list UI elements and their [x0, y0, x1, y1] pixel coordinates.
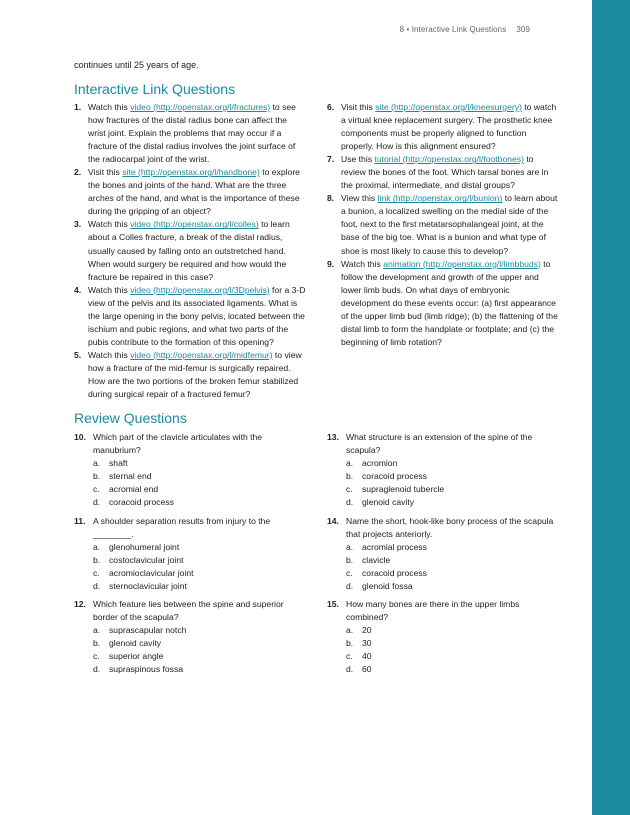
option-letter: d. — [93, 580, 101, 591]
answer-option — [346, 624, 560, 637]
answer-options — [327, 624, 560, 676]
question-number: 8. — [327, 193, 335, 204]
answer-option — [93, 554, 307, 567]
answer-option — [93, 496, 307, 509]
answer-option — [346, 470, 560, 483]
interactive-column-right — [327, 101, 560, 401]
option-letter: a. — [346, 625, 354, 636]
answer-options — [74, 457, 307, 509]
question-text-lead: Watch this — [88, 102, 131, 112]
interactive-question — [74, 349, 307, 401]
option-letter: c. — [346, 651, 353, 662]
option-text: supraglenoid tubercle — [362, 484, 445, 495]
question-text-tail: to follow the development and growth of the upper and lower limb buds. On what days of embryonic development do these events occur: (a) first appearance of the upper limb bud (limb ridge); (b) the flattening of the distal limb to form the handplate or footplate; and (c) the beginning of limb rotation? — [341, 258, 558, 347]
question-number: 14. — [327, 515, 339, 526]
option-letter: c. — [93, 567, 100, 578]
interactive-question — [327, 258, 560, 349]
option-letter: c. — [346, 484, 353, 495]
question-text — [88, 284, 307, 349]
interactive-question — [74, 101, 307, 166]
answer-option — [346, 541, 560, 554]
answer-option — [346, 637, 560, 650]
question-text — [341, 258, 560, 349]
question-text-lead: View this — [341, 193, 378, 204]
question-number: 10. — [74, 432, 86, 443]
interactive-question — [74, 284, 307, 349]
question-text-lead: Visit this — [341, 102, 376, 112]
option-text: suprascapular notch — [109, 625, 187, 636]
option-text: sternoclavicular joint — [109, 580, 187, 591]
option-text: glenoid fossa — [362, 580, 413, 591]
question-text: What structure is an extension of the spine of the scapula? — [346, 432, 533, 456]
review-question — [74, 431, 307, 509]
question-text-tail: to watch a virtual knee replacement surgery. The prosthetic knee components must be properly aligned to function properly. How is this alignment ensured? — [341, 102, 557, 152]
option-text: shaft — [109, 458, 128, 469]
option-letter: a. — [93, 458, 101, 469]
question-number: 1. — [74, 102, 82, 112]
question-text-tail: to learn about a bunion, a localized swelling on the medial side of the foot, next to the first metatarsophalangeal joint, at the base of the big toe. What is a bunion and what type of shoe is most likely to cause this to develop? — [341, 193, 558, 256]
page-number: 309 — [516, 25, 530, 34]
question-text-lead: Watch this — [88, 219, 131, 230]
question-text-tail: to explore the bones and joints of the hand. What are the three arches of the hand, and what is the importance of these during the gripping of an object? — [88, 167, 300, 217]
question-number: 5. — [74, 349, 82, 360]
question-link[interactable]: video (http://openstax.org/l/3Dpelvis) — [130, 284, 270, 295]
question-text-tail: to learn about a Colles fracture, a break of the distal radius, usually caused by falling onto an outstretched hand. When would surgery be required and how would the fracture be repaired in this case? — [88, 219, 290, 282]
option-text: clavicle — [362, 554, 391, 565]
review-column-left — [74, 431, 307, 682]
question-text-tail: to review the bones of the foot. Which tarsal bones are in the proximal, intermediate, and distal groups? — [341, 154, 549, 191]
question-link[interactable]: video (http://openstax.org/l/midfemur) — [130, 349, 273, 360]
question-link[interactable]: video (http://openstax.org/l/colles) — [130, 219, 259, 230]
question-number: 2. — [74, 167, 82, 178]
answer-option — [93, 470, 307, 483]
option-text: 40 — [362, 651, 372, 662]
question-text: Which feature lies between the spine and superior border of the scapula? — [93, 599, 284, 623]
option-letter: d. — [346, 497, 354, 508]
answer-option — [93, 541, 307, 554]
question-number: 13. — [327, 432, 339, 443]
question-number: 6. — [327, 102, 335, 112]
question-link[interactable]: tutorial (http://openstax.org/l/footbones) — [374, 154, 524, 165]
review-question — [327, 515, 560, 593]
answer-option — [93, 457, 307, 470]
question-link[interactable]: video (http://openstax.org/l/fractures) — [130, 102, 271, 112]
option-text: coracoid process — [109, 497, 174, 508]
review-question — [327, 431, 560, 509]
option-text: coracoid process — [362, 471, 427, 482]
interactive-link-heading: Interactive Link Questions — [74, 81, 236, 97]
answer-option — [346, 567, 560, 580]
question-text — [88, 349, 307, 401]
review-questions-heading: Review Questions — [74, 410, 187, 427]
question-number: 9. — [327, 258, 335, 269]
interactive-question — [327, 192, 560, 257]
question-text-tail: to see how fractures of the distal radius bone can affect the wrist joint. Explain the problems that may occur if a fracture of the distal radius involves the joint surface of the radiocarpal joint of the wrist. — [88, 102, 296, 165]
answer-option — [93, 650, 307, 663]
option-text: supraspinous fossa — [109, 664, 184, 675]
option-text: glenoid cavity — [109, 638, 162, 649]
question-number: 4. — [74, 284, 82, 295]
option-letter: b. — [93, 471, 101, 482]
question-number: 11. — [74, 515, 86, 526]
answer-option — [346, 496, 560, 509]
option-letter: c. — [93, 651, 100, 662]
option-letter: a. — [93, 625, 101, 636]
option-letter: d. — [346, 580, 354, 591]
question-link[interactable]: animation (http://openstax.org/l/limbbuds) — [383, 258, 541, 269]
answer-option — [346, 663, 560, 676]
question-text — [341, 153, 560, 192]
question-number: 3. — [74, 219, 82, 230]
page-content — [74, 59, 560, 682]
answer-option — [93, 624, 307, 637]
option-letter: b. — [93, 638, 101, 649]
option-letter: c. — [346, 567, 353, 578]
option-text: glenoid cavity — [362, 497, 415, 508]
chapter-title: 8 • Interactive Link Questions — [399, 25, 507, 34]
option-text: 30 — [362, 638, 372, 649]
question-text-tail: for a 3-D view of the pelvis and its associated ligaments. What is the large opening in the bony pelvis, located between the ischium and pubic regions, and what two parts of the pubis contribute to the formation of this opening? — [88, 284, 306, 347]
answer-options — [327, 457, 560, 509]
question-text-lead: Watch this — [341, 258, 384, 269]
answer-option — [93, 637, 307, 650]
answer-options — [74, 624, 307, 676]
question-text-tail: to view how a fracture of the mid-femur is surgically repaired. How are the two portions of the broken femur stabilized during surgical repair of a fractured femur? — [88, 349, 302, 400]
option-letter: b. — [346, 471, 354, 482]
option-text: acromial end — [109, 484, 159, 495]
question-text: A shoulder separation results from injury to the ________. — [93, 515, 271, 539]
review-question — [327, 598, 560, 676]
option-letter: a. — [346, 541, 354, 552]
review-question — [74, 598, 307, 676]
question-text — [88, 166, 307, 218]
answer-option — [346, 483, 560, 496]
question-link[interactable]: site (http://openstax.org/l/kneesurgery) — [375, 102, 522, 112]
option-text: acromial process — [362, 541, 427, 552]
question-text-lead: Visit this — [88, 167, 123, 178]
question-text — [341, 192, 560, 257]
interactive-question — [327, 153, 560, 192]
interactive-columns — [74, 101, 560, 401]
option-text: sternal end — [109, 471, 152, 482]
answer-option — [346, 650, 560, 663]
interactive-question — [74, 166, 307, 218]
intro-text: continues until 25 years of age. — [74, 60, 199, 70]
question-number: 12. — [74, 599, 86, 610]
option-text: acromioclavicular joint — [109, 567, 194, 578]
answer-option — [346, 554, 560, 567]
option-letter: b. — [346, 638, 354, 649]
chapter-color-band — [592, 0, 630, 815]
option-letter: b. — [93, 554, 101, 565]
option-letter: d. — [346, 664, 354, 675]
question-text-lead: Watch this — [88, 284, 131, 295]
option-letter: a. — [93, 541, 101, 552]
option-text: 20 — [362, 625, 372, 636]
answer-option — [93, 567, 307, 580]
question-link[interactable]: site (http://openstax.org/l/handbone) — [122, 167, 260, 178]
review-question — [74, 515, 307, 593]
question-text-lead: Use this — [341, 154, 375, 165]
option-text: costoclavicular joint — [109, 554, 184, 565]
option-letter: a. — [346, 458, 354, 469]
answer-option — [93, 663, 307, 676]
review-column-right — [327, 431, 560, 682]
answer-option — [346, 457, 560, 470]
question-number: 15. — [327, 599, 339, 610]
question-text-lead: Watch this — [88, 349, 131, 360]
question-text — [88, 218, 307, 283]
question-number: 7. — [327, 154, 335, 165]
option-letter: d. — [93, 664, 101, 675]
option-text: glenohumeral joint — [109, 541, 180, 552]
option-letter: b. — [346, 554, 354, 565]
question-text: Which part of the clavicle articulates with the manubrium? — [93, 432, 263, 456]
option-letter: c. — [93, 484, 100, 495]
answer-options — [74, 541, 307, 593]
question-text: Name the short, hook-like bony process of the scapula that projects anteriorly. — [346, 515, 554, 539]
interactive-question — [327, 101, 560, 153]
option-text: coracoid process — [362, 567, 427, 578]
option-text: superior angle — [109, 651, 164, 662]
answer-options — [327, 541, 560, 593]
option-text: 60 — [362, 664, 372, 675]
option-text: acromion — [362, 458, 398, 469]
answer-option — [93, 580, 307, 593]
answer-option — [346, 580, 560, 593]
question-text — [88, 101, 307, 166]
question-text: How many bones are there in the upper limbs combined? — [346, 599, 520, 623]
interactive-column-left — [74, 101, 307, 401]
interactive-question — [74, 218, 307, 283]
question-text — [341, 101, 560, 153]
answer-option — [93, 483, 307, 496]
running-head — [330, 25, 530, 34]
review-columns — [74, 431, 560, 682]
question-link[interactable]: link (http://openstax.org/l/bunion) — [377, 193, 503, 204]
option-letter: d. — [93, 497, 101, 508]
